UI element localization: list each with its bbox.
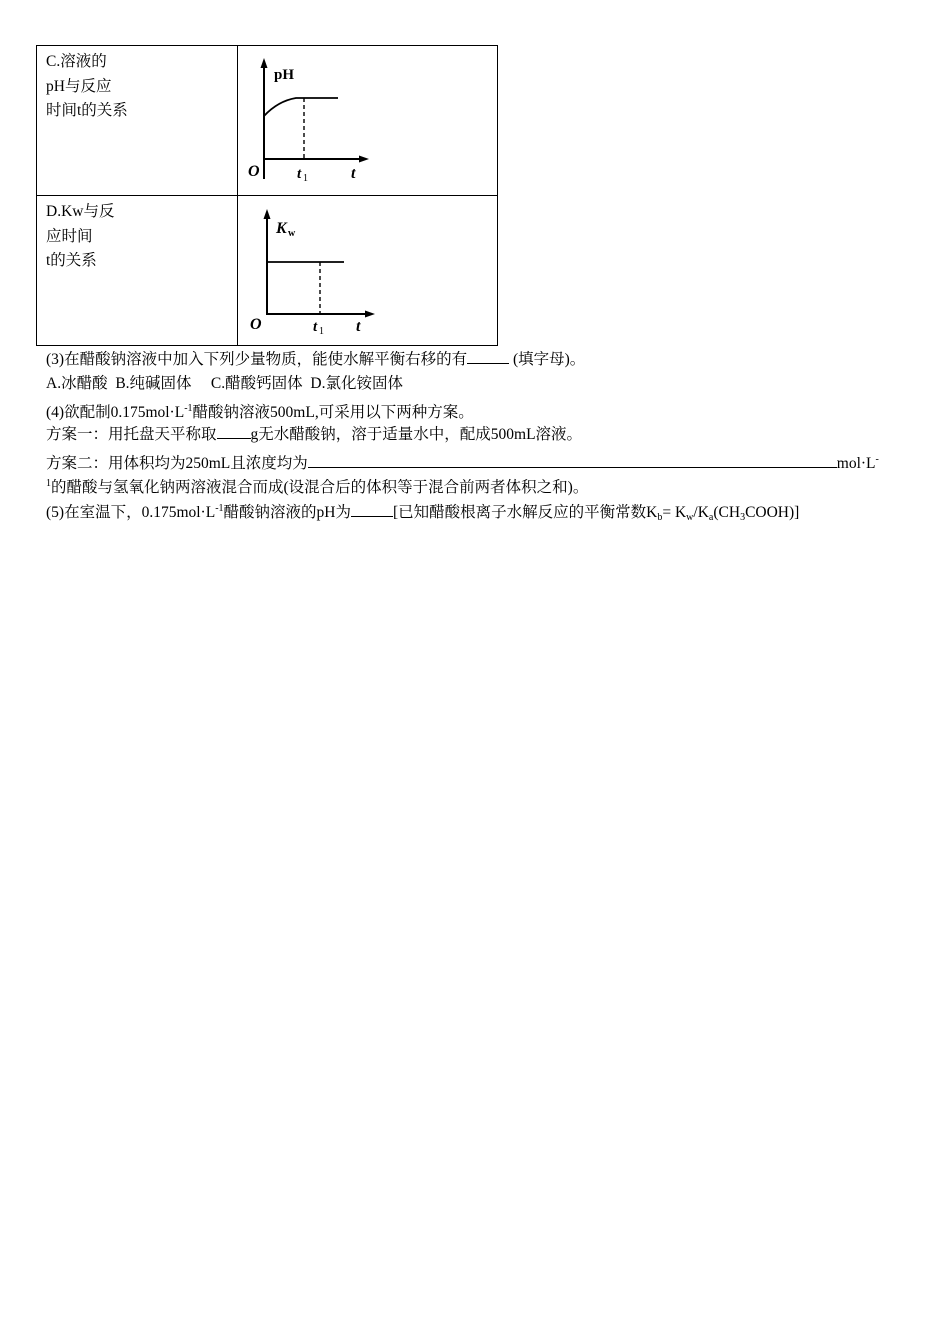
option-d-label-cell bbox=[37, 196, 238, 346]
plan2-answer-blank[interactable] bbox=[308, 453, 837, 468]
t1-subscript: 1 bbox=[318, 326, 324, 337]
graph-options-table bbox=[36, 45, 498, 346]
q5-line bbox=[46, 499, 799, 528]
x-axis-arrow bbox=[365, 311, 375, 318]
q5-sup: -1 bbox=[215, 503, 224, 514]
table-row bbox=[37, 46, 498, 196]
y-axis-arrow bbox=[260, 58, 267, 68]
option-d-label-line: D.Kw与反 bbox=[46, 203, 115, 220]
q5-sub: a bbox=[708, 512, 714, 523]
q5-hint: = K bbox=[662, 504, 687, 521]
t1-label: t bbox=[296, 166, 301, 182]
option-c-graph-cell bbox=[237, 46, 497, 196]
option-d-graph-cell bbox=[237, 196, 497, 346]
plan2-text-2: 的醋酸与氢氧化钠两溶液混合而成(设混合后的体积等于混合前两者体积之和)。 bbox=[51, 479, 589, 496]
q3-answer-blank[interactable] bbox=[467, 349, 509, 364]
q4-plan2-cont bbox=[46, 474, 588, 498]
plan2-text: 方案二：用体积均为250mL且浓度均为 bbox=[46, 455, 308, 472]
q5-hint: (CH bbox=[713, 504, 741, 521]
option-d-label-line: 应时间 bbox=[46, 227, 93, 245]
ph-curve bbox=[264, 98, 338, 116]
t1-subscript: 1 bbox=[302, 173, 308, 184]
option-c-label-line: 时间t的关系 bbox=[46, 102, 128, 119]
plan2-cont-sup: 1 bbox=[46, 478, 51, 489]
q4-intro-text-2: 醋酸钠溶液500mL,可采用以下两种方案。 bbox=[192, 404, 474, 421]
option-c-label-cell bbox=[37, 46, 238, 196]
q5-sub: b bbox=[657, 512, 663, 523]
plan1-answer-blank[interactable] bbox=[217, 424, 251, 439]
q4-intro-text: (4)欲配制0.175mol·L bbox=[46, 404, 185, 421]
plan2-unit: mol·L bbox=[836, 455, 876, 472]
kw-time-graph bbox=[238, 196, 498, 345]
x-axis-label: t bbox=[355, 318, 361, 335]
q3-options: A.冰醋酸 B.纯碱固体 C.醋酸钙固体 D.氯化铵固体 bbox=[46, 375, 403, 392]
q5-hint: /K bbox=[693, 504, 709, 521]
option-d-label-line: t的关系 bbox=[46, 252, 97, 269]
q4-plan2 bbox=[46, 450, 879, 474]
ph-time-graph bbox=[238, 46, 498, 195]
q5-text-2: 醋酸钠溶液的pH为 bbox=[223, 504, 351, 521]
q5-hint: [已知醋酸根离子水解反应的平衡常数K bbox=[393, 504, 658, 521]
y-axis-label: K bbox=[275, 220, 287, 237]
q5-sub: 3 bbox=[740, 512, 746, 523]
y-axis-label: pH bbox=[273, 67, 294, 83]
q4-intro-sup: -1 bbox=[184, 403, 193, 414]
q3-line bbox=[46, 349, 585, 370]
q4-plan1 bbox=[46, 424, 582, 445]
q5-text: (5)在室温下，0.175mol·L bbox=[46, 504, 216, 521]
plan1-text-2: g无水醋酸钠，溶于适量水中，配成500mL溶液。 bbox=[250, 426, 583, 443]
x-axis-arrow bbox=[359, 156, 369, 163]
y-axis-arrow bbox=[263, 209, 270, 219]
t1-label: t bbox=[312, 319, 317, 335]
q5-sub: w bbox=[686, 512, 694, 523]
plan2-unit-sup: - bbox=[875, 454, 879, 465]
option-c-label-line: pH与反应 bbox=[46, 77, 112, 95]
x-axis-label: t bbox=[350, 165, 356, 182]
q3-suffix: (填字母)。 bbox=[509, 351, 586, 368]
y-axis-subscript: w bbox=[287, 228, 295, 239]
origin-label: O bbox=[249, 316, 262, 333]
q3-text: (3)在醋酸钠溶液中加入下列少量物质，能使水解平衡右移的有 bbox=[46, 351, 468, 368]
q5-hint: COOH)] bbox=[745, 504, 800, 521]
q4-intro bbox=[46, 399, 474, 423]
q5-answer-blank[interactable] bbox=[351, 502, 393, 517]
plan1-text: 方案一：用托盘天平称取 bbox=[46, 426, 217, 443]
origin-label: O bbox=[247, 163, 260, 180]
option-c-label-line: C.溶液的 bbox=[46, 53, 107, 70]
table-row bbox=[37, 196, 498, 346]
